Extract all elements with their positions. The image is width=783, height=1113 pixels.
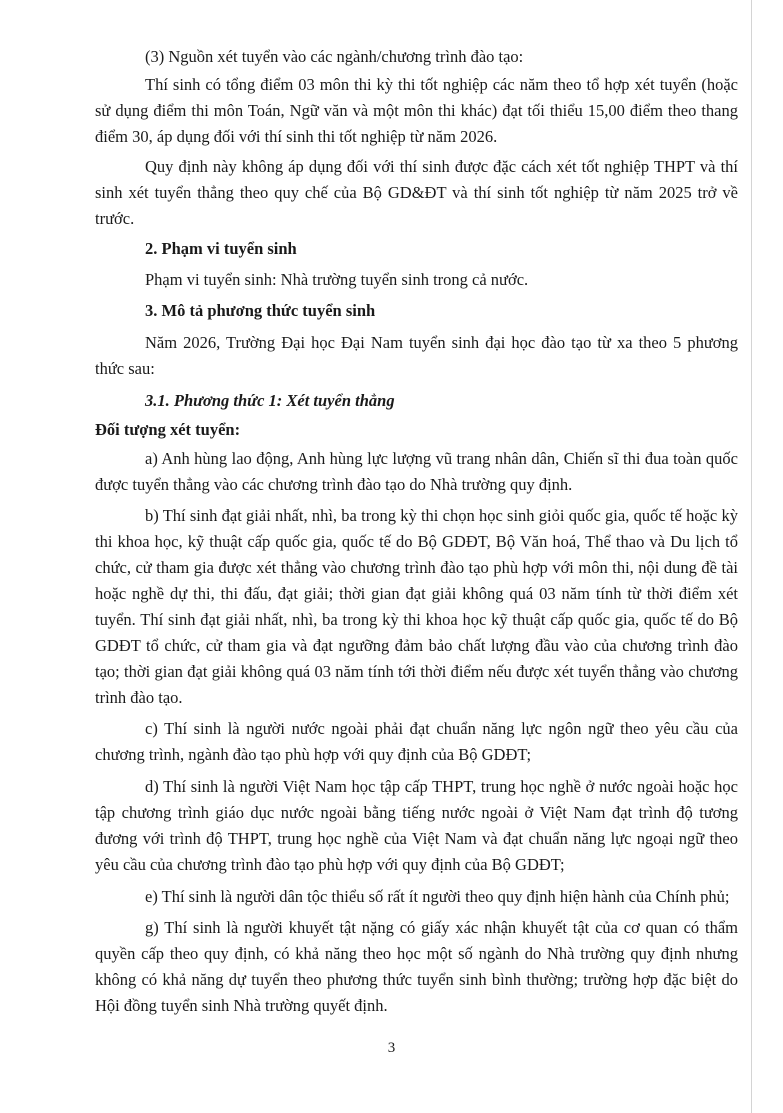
item-e: e) Thí sinh là người dân tộc thiểu số rất ít người theo quy định hiện hành của Chính phủ; bbox=[145, 887, 730, 906]
paragraph-scope: Phạm vi tuyển sinh: Nhà trường tuyển sinh trong cả nước. bbox=[145, 270, 529, 289]
item-d: d) Thí sinh là người Việt Nam học tập cấp THPT, trung học nghề ở nước ngoài hoặc học tập chương trình giáo dục nước ngoài bằng tiếng nước ngoài ở Việt Nam đạt trình độ tương đương với trình độ THPT, trung học nghề của Việt Nam và đạt chuẩn năng lực ngoại ngữ theo yêu cầu của chương trình đào tạo phù hợp với quy định của Bộ GDĐT; bbox=[95, 777, 738, 874]
heading-target-candidates: Đối tượng xét tuyển: bbox=[95, 420, 241, 439]
page-body bbox=[95, 44, 738, 1019]
heading-scope: 2. Phạm vi tuyển sinh bbox=[145, 239, 297, 258]
page-number: 3 bbox=[387, 1040, 396, 1056]
heading-methods: 3. Mô tả phương thức tuyển sinh bbox=[145, 301, 376, 320]
paragraph-methods-intro: Năm 2026, Trường Đại học Đại Nam tuyển sinh đại học đào tạo từ xa theo 5 phương thức sau: bbox=[95, 333, 738, 378]
page-edge-line bbox=[751, 0, 752, 1113]
item-c: c) Thí sinh là người nước ngoài phải đạt chuẩn năng lực ngôn ngữ theo yêu cầu của chương trình, ngành đào tạo phù hợp với quy định của Bộ GDĐT; bbox=[95, 719, 738, 764]
item-a: a) Anh hùng lao động, Anh hùng lực lượng vũ trang nhân dân, Chiến sĩ thi đua toàn quốc được tuyển thẳng vào các chương trình đào tạo do Nhà trường quy định. bbox=[95, 449, 738, 494]
paragraph-exemption: Quy định này không áp dụng đối với thí sinh được đặc cách xét tốt nghiệp THPT và thí sinh xét tuyển thẳng theo quy chế của Bộ GD&ĐT và thí sinh tốt nghiệp từ năm 2025 trở về trước. bbox=[95, 157, 738, 228]
item-b: b) Thí sinh đạt giải nhất, nhì, ba trong kỳ thi chọn học sinh giỏi quốc gia, quốc tế hoặc kỳ thi khoa học, kỹ thuật cấp quốc gia, quốc tế do Bộ GDĐT, Bộ Văn hoá, Thể thao và Du lịch tổ chức, cử tham gia được xét thẳng vào chương trình đào tạo phù hợp với môn thi, nội dung đề tài hoặc nghề dự thi, thi đấu, đạt giải; thời gian đạt giải không quá 03 năm tính từ thời điểm xét tuyển. Thí sinh đạt giải nhất, nhì, ba trong kỳ thi khoa học kỹ thuật cấp quốc gia, quốc tế do Bộ GDĐT tổ chức, cử tham gia và đạt ngưỡng đảm bảo chất lượng đầu vào của chương trình đào tạo; thời gian đạt giải không quá 03 năm tính tới thời điểm nếu được xét tuyển thẳng vào chương trình đào tạo. bbox=[95, 506, 738, 707]
heading-method-1: 3.1. Phương thức 1: Xét tuyển thẳng bbox=[145, 391, 395, 410]
paragraph-admission-source: (3) Nguồn xét tuyển vào các ngành/chương trình đào tạo: bbox=[145, 47, 524, 66]
item-g: g) Thí sinh là người khuyết tật nặng có giấy xác nhận khuyết tật của cơ quan có thẩm quyền cấp theo quy định, có khả năng theo học một số ngành do Nhà trường quy định nhưng không có khả năng dự tuyển theo phương thức tuyển sinh bình thường; trường hợp đặc biệt do Hội đồng tuyển sinh Nhà trường quyết định. bbox=[95, 918, 738, 1015]
paragraph-score-threshold: Thí sinh có tổng điểm 03 môn thi kỳ thi tốt nghiệp các năm theo tổ hợp xét tuyển (hoặc sử dụng điểm thi môn Toán, Ngữ văn và một môn thi khác) đạt tối thiểu 15,00 điểm theo thang điểm 30, áp dụng đối với thí sinh thi tốt nghiệp từ năm 2026. bbox=[95, 75, 738, 146]
